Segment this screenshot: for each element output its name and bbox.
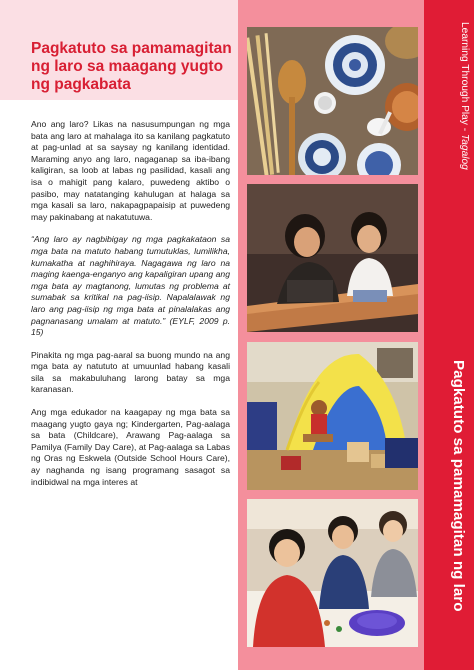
body-text xyxy=(31,119,230,499)
photo-play-utensils xyxy=(247,27,418,175)
series-label-text: Learning Through Play - xyxy=(459,22,470,132)
quote-eylf: “Ang laro ay nagbibigay ng mga pagkakataon sa mga bata na matuto habang tumutuklas, lumilikha, kumakatha at naghihiraya. Nagagawa ng laro na maging kaenga-enganyo ang kapaligiran upang ang mga bata ay magtanong, lumutas ng problema at sumabak sa kritikal na pag-iisip. Napalalawak ng laro ang pag-iisip ng mga bata at pinalalakas ang pagnanasang umalam at matuto.” (EYLF, 2009 p. 15) xyxy=(31,234,230,338)
utensils-image xyxy=(247,27,418,175)
series-label xyxy=(459,22,470,170)
photo-column xyxy=(238,0,424,670)
children-table-image xyxy=(247,499,418,647)
page-title: Pagkatuto sa pamamagitan ng laro sa maagang yugto ng pagkabata xyxy=(31,40,232,93)
photo-play-tent xyxy=(247,342,418,490)
photo-children-table xyxy=(247,499,418,647)
paragraph-intro: Ano ang laro? Likas na nasusumpungan ng mga bata ang laro at mahalaga ito sa kanilang pagkatuto at pag-unlad at sa saysay ng kanilang identidad. Maraming anyo ang laro, nagaganap sa iba-ibang kaligiran, sa loob at labas ng pasilidad, kasali ang isa o mahigit pang kalaro, puwedeng aktibo o pasibo, may natatanging kahulugan at halaga sa mga kasali sa laro, nakapagpapaisip at puwedeng may pakinabang at nakatutuwa. xyxy=(31,119,230,222)
paragraph-research: Pinakita ng mga pag-aaral sa buong mundo na ang mga bata ay natututo at umuunlad habang kasali sila sa makabuluhang larong batay sa mga karanasan. xyxy=(31,349,230,395)
paragraph-educators: Ang mga edukador na kaagapay ng mga bata sa maagang yugto gaya ng; Kindergarten, Pag-aalaga sa bata (Childcare), Arawang Pag-aalaga sa Pamilya (Family Day Care), at Pag-aalaga sa Labas ng Oras ng Eskwela (Outside School Hours Care), ay naghanda ng isang programang sasagot sa indibidwal na mga interes at xyxy=(31,407,230,487)
play-tent-image xyxy=(247,342,418,490)
children-outdoor-image xyxy=(247,184,418,332)
series-language: Tagalog xyxy=(459,133,470,170)
photo-children-outdoor xyxy=(247,184,418,332)
vertical-title: Pagkatuto sa pamamagitan ng laro xyxy=(450,360,467,612)
title-band xyxy=(0,0,238,100)
